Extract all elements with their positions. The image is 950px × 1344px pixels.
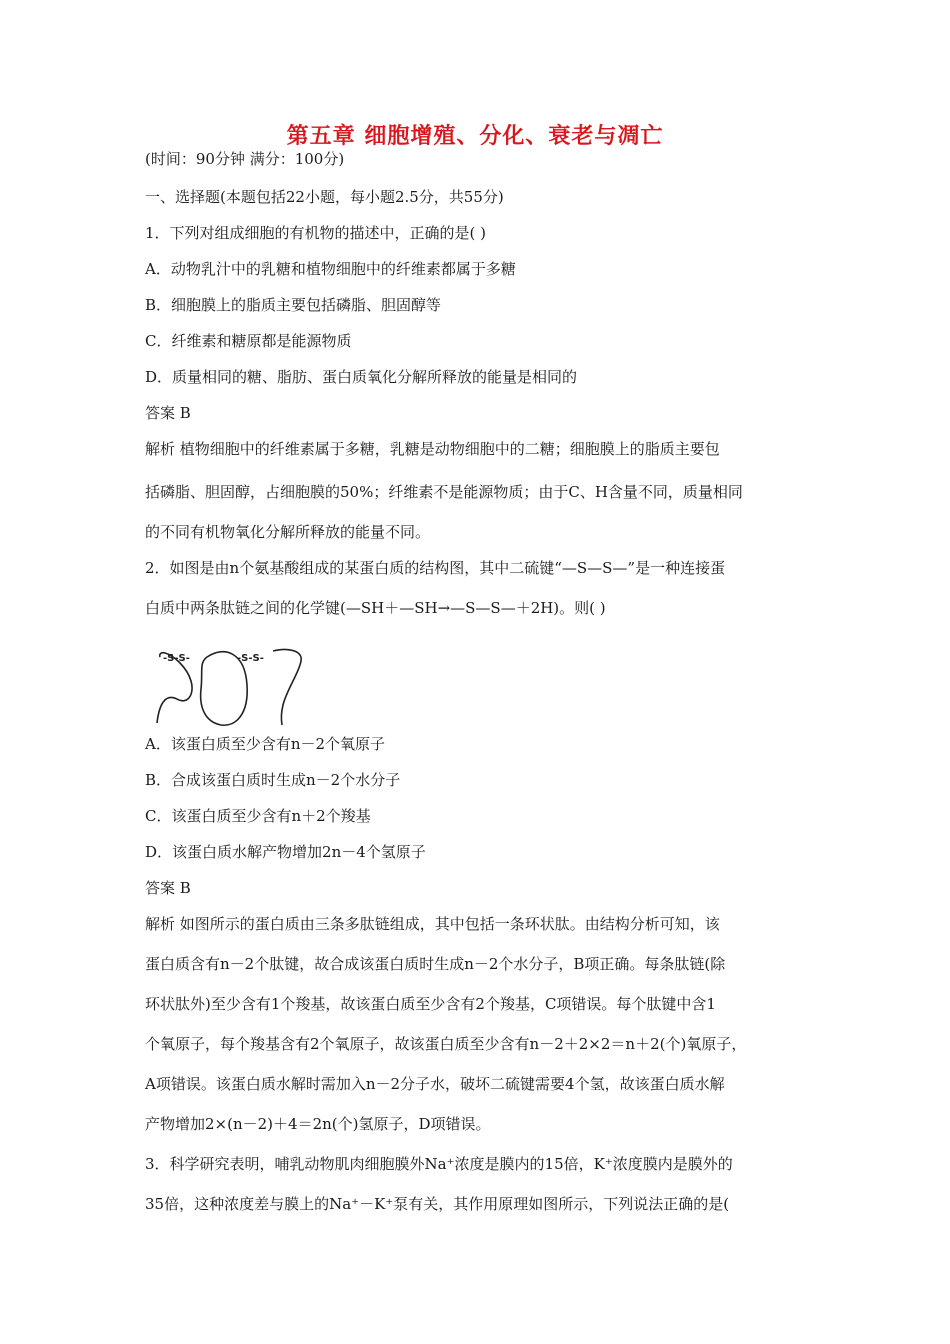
section-heading: 一、选择题(本题包括22小题，每小题2.5分，共55分) xyxy=(145,188,504,206)
q1-option-b: B．细胞膜上的脂质主要包括磷脂、胆固醇等 xyxy=(145,296,442,314)
q1-answer: 答案 B xyxy=(145,404,191,422)
q2-option-b: B．合成该蛋白质时生成n－2个水分子 xyxy=(145,771,401,789)
q2-analysis-line-5: A项错误。该蛋白质水解时需加入n－2分子水，破坏二硫键需要4个氢，故该蛋白质水解 xyxy=(145,1075,725,1093)
disulfide-bond-label-2: -S-S- xyxy=(237,653,264,664)
chapter-title: 第五章 细胞增殖、分化、衰老与凋亡 xyxy=(286,124,664,149)
q2-stem-line-1: 2．如图是由n个氨基酸组成的某蛋白质的结构图，其中二硫键“—S—S—”是一种连接蛋 xyxy=(145,559,726,577)
q1-option-a: A．动物乳汁中的乳糖和植物细胞中的纤维素都属于多糖 xyxy=(145,260,516,278)
q2-option-a: A．该蛋白质至少含有n－2个氧原子 xyxy=(145,735,386,753)
q3-stem-line-1: 3．科学研究表明，哺乳动物肌肉细胞膜外Na⁺浓度是膜内的15倍，K⁺浓度膜内是膜外的 xyxy=(145,1155,733,1173)
q2-stem-line-2: 白质中两条肽链之间的化学键(—SH＋—SH→—S—S—＋2H)。则( ) xyxy=(145,599,606,617)
q3-stem-line-2: 35倍，这种浓度差与膜上的Na⁺－K⁺泵有关，其作用原理如图所示，下列说法正确的是( xyxy=(145,1195,730,1213)
q2-option-d: D．该蛋白质水解产物增加2n－4个氢原子 xyxy=(145,843,426,861)
q1-analysis-line-3: 的不同有机物氧化分解所释放的能量不同。 xyxy=(145,523,431,541)
q2-analysis-line-3: 环状肽外)至少含有1个羧基，故该蛋白质至少含有2个羧基，C项错误。每个肽键中含1 xyxy=(145,995,716,1013)
q2-answer: 答案 B xyxy=(145,879,191,897)
q2-option-c: C．该蛋白质至少含有n＋2个羧基 xyxy=(145,807,371,825)
peptide-chain-right xyxy=(273,649,301,725)
q2-analysis-line-6: 产物增加2×(n－2)＋4＝2n(个)氢原子，D项错误。 xyxy=(145,1115,491,1133)
q2-analysis-line-4: 个氧原子，每个羧基含有2个氧原子，故该蛋白质至少含有n－2＋2×2＝n＋2(个)氧原子， xyxy=(145,1035,747,1053)
q1-analysis-line-1: 解析 植物细胞中的纤维素属于多糖，乳糖是动物细胞中的二糖；细胞膜上的脂质主要包 xyxy=(145,440,720,458)
q1-stem: 1．下列对组成细胞的有机物的描述中，正确的是( ) xyxy=(145,224,487,242)
protein-structure-figure xyxy=(155,645,315,727)
exam-meta: (时间：90分钟 满分：100分) xyxy=(145,150,345,168)
q1-analysis-line-2: 括磷脂、胆固醇，占细胞膜的50%；纤维素不是能源物质；由于C、H含量不同，质量相同 xyxy=(145,483,743,501)
q2-analysis-line-2: 蛋白质含有n－2个肽键，故合成该蛋白质时生成n－2个水分子，B项正确。每条肽链(除 xyxy=(145,955,726,973)
q1-option-d: D．质量相同的糖、脂肪、蛋白质氧化分解所释放的能量是相同的 xyxy=(145,368,578,386)
disulfide-bond-label-1: -S-S- xyxy=(163,653,190,664)
q2-analysis-line-1: 解析 如图所示的蛋白质由三条多肽链组成，其中包括一条环状肽。由结构分析可知，该 xyxy=(145,915,720,933)
q1-option-c: C．纤维素和糖原都是能源物质 xyxy=(145,332,352,350)
